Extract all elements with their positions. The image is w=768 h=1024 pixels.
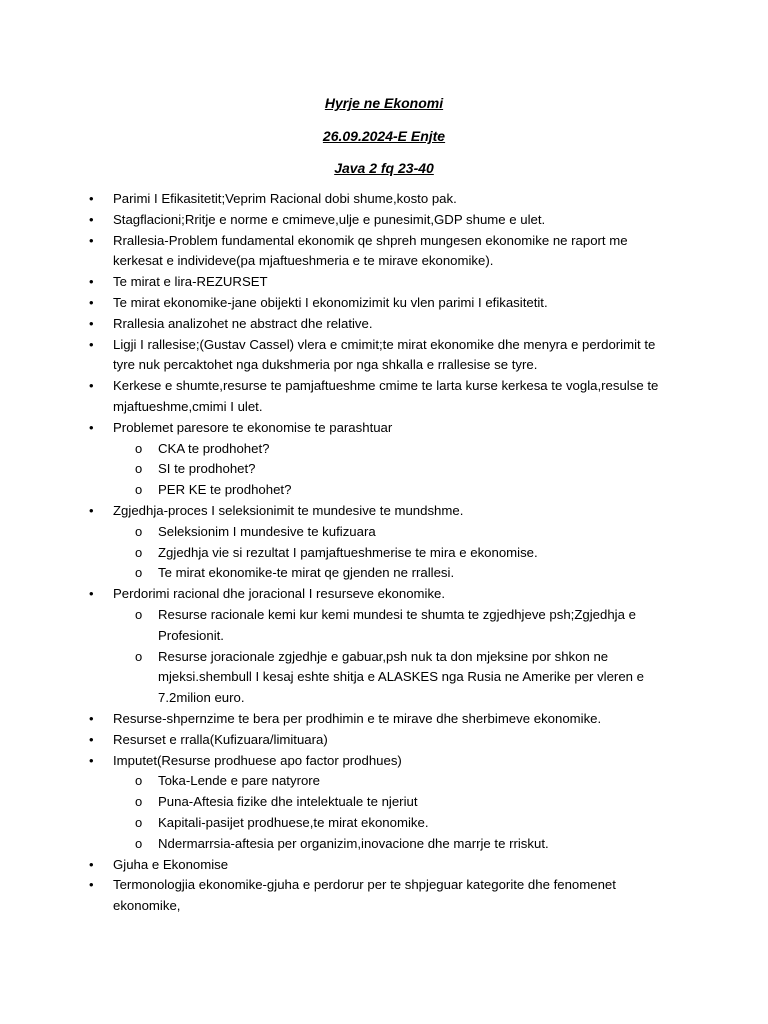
sub-list-item	[135, 647, 673, 709]
list-item-text: Te mirat e lira-REZURSET	[113, 274, 268, 290]
sub-list-item	[135, 771, 673, 792]
sub-list-item	[135, 792, 673, 813]
sub-list-item	[135, 543, 673, 564]
bullet-icon: •	[89, 211, 94, 227]
sub-list-item	[135, 459, 673, 480]
circle-bullet-icon: o	[135, 482, 143, 498]
list-item	[89, 189, 673, 210]
list-item-text: Kerkese e shumte,resurse te pamjaftueshme cmime te larta kurse kerkesa te vogla,resulse te mjaftueshme,cmimi I ulet.	[113, 378, 659, 414]
sub-list	[113, 439, 673, 501]
list-item-text: Resurset e rralla(Kufizuara/limituara)	[113, 731, 328, 747]
bullet-icon: •	[89, 710, 94, 726]
bullet-icon: •	[89, 378, 94, 394]
list-item	[89, 210, 673, 231]
sub-list-item-text: Toka-Lende e pare natyrore	[158, 773, 321, 789]
list-item	[89, 272, 673, 293]
bullet-icon: •	[89, 752, 94, 768]
sub-list-item	[135, 480, 673, 501]
sub-list-item-text: Zgjedhja vie si rezultat I pamjaftueshmerise te mira e ekonomise.	[158, 544, 538, 560]
bullet-icon: •	[89, 877, 94, 893]
sub-list-item-text: Ndermarrsia-aftesia per organizim,inovacione dhe marrje te rriskut.	[158, 835, 549, 851]
list-item	[89, 293, 673, 314]
list-item	[89, 855, 673, 876]
sub-list-item	[135, 439, 673, 460]
list-item-text: Gjuha e Ekonomise	[113, 856, 229, 872]
bullet-icon: •	[89, 502, 94, 518]
circle-bullet-icon: o	[135, 440, 143, 456]
circle-bullet-icon: o	[135, 814, 143, 830]
bullet-icon: •	[89, 315, 94, 331]
document-title: Hyrje ne Ekonomi	[324, 95, 444, 111]
circle-bullet-icon: o	[135, 835, 143, 851]
sub-list-item-text: Kapitali-pasijet prodhuese,te mirat ekonomike.	[158, 814, 429, 830]
bullet-icon: •	[89, 336, 94, 352]
sub-list	[113, 522, 673, 584]
sub-list	[113, 771, 673, 854]
circle-bullet-icon: o	[135, 773, 143, 789]
list-item-text: Stagflacioni;Rritje e norme e cmimeve,ulje e punesimit,GDP shume e ulet.	[113, 211, 546, 227]
bullet-icon: •	[89, 294, 94, 310]
sub-list-item	[135, 522, 673, 543]
document-week: Java 2 fq 23-40	[334, 160, 434, 176]
list-item-text: Parimi I Efikasitetit;Veprim Racional dobi shume,kosto pak.	[113, 191, 457, 206]
bullet-icon: •	[89, 232, 94, 248]
bullet-icon: •	[89, 586, 94, 602]
list-item	[89, 584, 673, 709]
list-item-text: Te mirat ekonomike-jane obijekti I ekonomizimit ku vlen parimi I efikasitetit.	[113, 294, 548, 310]
list-item	[89, 418, 673, 501]
bullet-list	[89, 189, 673, 917]
list-item	[89, 751, 673, 855]
list-item-text: Ligji I rallesise;(Gustav Cassel) vlera e cmimit;te mirat ekonomike dhe menyra e perdorimit te tyre nuk percaktohet nga dukshmeria por nga shkalla e rrallesise se tyre.	[113, 336, 656, 373]
list-item-text: Imputet(Resurse prodhuese apo factor prodhues)	[113, 752, 402, 768]
list-item	[89, 231, 673, 273]
sub-list-item-text: CKA te prodhohet?	[158, 440, 270, 456]
list-item	[89, 376, 673, 418]
circle-bullet-icon: o	[135, 565, 143, 581]
list-item	[89, 501, 673, 584]
circle-bullet-icon: o	[135, 461, 143, 477]
list-item-text: Problemet paresore te ekonomise te parashtuar	[113, 419, 393, 435]
sub-list-item-text: Te mirat ekonomike-te mirat qe gjenden ne rrallesi.	[158, 565, 455, 581]
list-item-text: Termonologjia ekonomike-gjuha e perdorur per te shpjeguar kategorite dhe fenomenet ekonomike,	[113, 877, 616, 914]
sub-list-item-text: Seleksionim I mundesive te kufizuara	[158, 523, 376, 539]
list-item-text: Rrallesia-Problem fundamental ekonomik qe shpreh mungesen ekonomike ne raport me kerkesat e individeve(pa mjaftueshmeria e te mirave ekonomike).	[113, 232, 628, 269]
list-item-text: Perdorimi racional dhe joracional I resurseve ekonomike.	[113, 586, 446, 602]
sub-list-item	[135, 563, 673, 584]
list-item	[89, 709, 673, 730]
list-item	[89, 314, 673, 335]
circle-bullet-icon: o	[135, 544, 143, 560]
bullet-icon: •	[89, 191, 94, 206]
circle-bullet-icon: o	[135, 606, 143, 622]
sub-list-item	[135, 834, 673, 855]
sub-list-item-text: PER KE te prodhohet?	[158, 482, 292, 498]
sub-list-item-text: Resurse racionale kemi kur kemi mundesi te shumta te zgjedhjeve psh;Zgjedhja e Profesionit.	[158, 606, 636, 643]
circle-bullet-icon: o	[135, 794, 143, 810]
sub-list-item-text: Resurse joracionale zgjedhje e gabuar,psh nuk ta don mjeksine por shkon ne mjeksi.shembull I kesaj eshte shitja e ALASKES nga Rusia ne Amerike per vleren e 7.2milion euro.	[158, 648, 644, 706]
bullet-icon: •	[89, 274, 94, 290]
list-item-text: Zgjedhja-proces I seleksionimit te mundesive te mundshme.	[113, 502, 464, 518]
sub-list-item-text: SI te prodhohet?	[158, 461, 256, 477]
sub-list-item	[135, 605, 673, 647]
bullet-icon: •	[89, 419, 94, 435]
list-item-text: Rrallesia analizohet ne abstract dhe relative.	[113, 315, 373, 331]
bullet-icon: •	[89, 856, 94, 872]
circle-bullet-icon: o	[135, 648, 143, 664]
list-item	[89, 335, 673, 377]
sub-list-item	[135, 813, 673, 834]
list-item	[89, 730, 673, 751]
bullet-icon: •	[89, 731, 94, 747]
list-item-text: Resurse-shpernzime te bera per prodhimin e te mirave dhe sherbimeve ekonomike.	[113, 710, 602, 726]
circle-bullet-icon: o	[135, 523, 143, 539]
sub-list	[113, 605, 673, 709]
list-item	[89, 875, 673, 917]
document-date: 26.09.2024-E Enjte	[322, 128, 446, 144]
sub-list-item-text: Puna-Aftesia fizike dhe intelektuale te njeriut	[158, 794, 418, 810]
